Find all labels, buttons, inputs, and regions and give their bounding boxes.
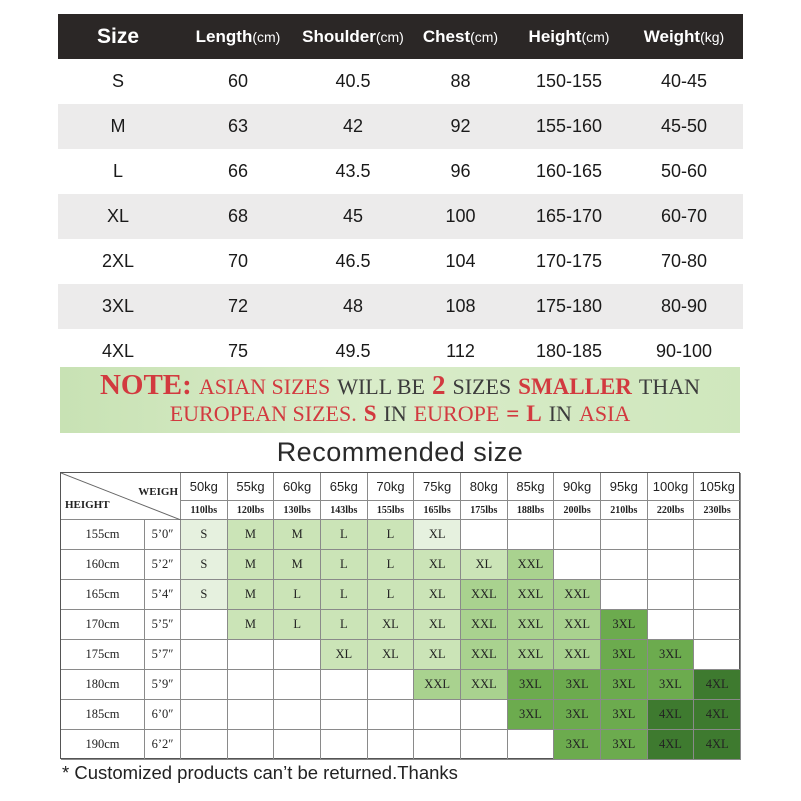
recommend-cell: XL — [461, 550, 508, 580]
recommend-cell: XL — [414, 550, 461, 580]
recommend-cell: S — [181, 580, 228, 610]
recommend-cell: 3XL — [601, 610, 648, 640]
weight-kg-header: 50kg — [181, 473, 228, 501]
recommend-cell: M — [274, 550, 321, 580]
size-value: 175-180 — [535, 296, 603, 316]
recommend-cell: XXL — [508, 640, 555, 670]
recommend-cell: 3XL — [601, 640, 648, 670]
height-cm-cell: 160cm — [61, 550, 145, 580]
size-label: 2XL — [101, 251, 135, 271]
size-value: 43.5 — [335, 161, 371, 181]
recommend-cell: 3XL — [508, 670, 555, 700]
height-cm-cell: 185cm — [61, 700, 145, 730]
recommend-cell — [414, 730, 461, 760]
recommend-cell: XXL — [461, 580, 508, 610]
recommend-cell — [228, 730, 275, 760]
recommend-cell: 4XL — [694, 670, 741, 700]
weight-lbs-header: 200lbs — [554, 501, 601, 520]
size-value: 70 — [227, 251, 249, 271]
weight-kg-header: 70kg — [368, 473, 415, 501]
size-chart-header — [58, 14, 743, 59]
recommend-cell: XL — [321, 640, 368, 670]
size-label: XL — [106, 206, 130, 226]
height-cm-cell: 175cm — [61, 640, 145, 670]
recommend-cell: XXL — [508, 580, 555, 610]
recommend-cell: XXL — [461, 670, 508, 700]
height-cm-cell: 155cm — [61, 520, 145, 550]
recommend-cell: 3XL — [601, 670, 648, 700]
recommend-cell: XXL — [554, 580, 601, 610]
recommend-cell: L — [368, 520, 415, 550]
recommend-cell: 3XL — [554, 700, 601, 730]
recommend-cell: 3XL — [554, 670, 601, 700]
height-ft-cell: 5’9″ — [145, 670, 181, 700]
size-label: 4XL — [101, 341, 135, 361]
weight-lbs-header: 220lbs — [648, 501, 695, 520]
recommend-cell: XXL — [461, 610, 508, 640]
height-ft-cell: 5’2″ — [145, 550, 181, 580]
header-length: Length (cm) — [195, 26, 281, 46]
note-line-2 — [60, 401, 740, 429]
weight-kg-header: 85kg — [508, 473, 555, 501]
size-value: 68 — [227, 206, 249, 226]
size-chart-table — [58, 14, 743, 374]
weight-lbs-header: 165lbs — [414, 501, 461, 520]
size-label: M — [110, 116, 126, 136]
size-value: 88 — [450, 71, 471, 91]
weight-kg-header: 65kg — [321, 473, 368, 501]
recommend-cell: S — [181, 520, 228, 550]
recommend-cell — [181, 700, 228, 730]
size-value: 170-175 — [535, 251, 603, 271]
recommended-size-grid — [60, 472, 740, 759]
recommend-cell — [601, 580, 648, 610]
recommended-size-title: Recommended size — [276, 437, 524, 467]
recommend-cell — [368, 670, 415, 700]
size-value: 40.5 — [335, 71, 371, 91]
note-label: NOTE — [99, 369, 183, 401]
recommend-cell: XL — [414, 580, 461, 610]
weight-kg-header: 80kg — [461, 473, 508, 501]
recommend-cell: L — [321, 580, 368, 610]
recommend-cell: M — [228, 520, 275, 550]
recommend-cell — [694, 580, 741, 610]
size-value: 46.5 — [335, 251, 371, 271]
note-in-1: IN — [383, 401, 407, 426]
size-value: 112 — [446, 341, 475, 361]
recommend-cell — [554, 520, 601, 550]
recommend-cell — [648, 580, 695, 610]
size-value: 150-155 — [535, 71, 603, 91]
recommend-cell — [414, 700, 461, 730]
size-label: L — [112, 161, 123, 181]
size-value: 100 — [445, 206, 476, 226]
recommend-cell — [274, 700, 321, 730]
recommend-cell: 4XL — [694, 730, 741, 760]
size-label: 3XL — [101, 296, 135, 316]
note-line-1 — [60, 369, 740, 403]
weight-kg-header: 90kg — [554, 473, 601, 501]
recommend-cell: L — [368, 580, 415, 610]
size-value: 165-170 — [535, 206, 603, 226]
recommend-cell: L — [368, 550, 415, 580]
size-value: 160-165 — [535, 161, 603, 181]
recommend-cell: 4XL — [648, 700, 695, 730]
recommend-cell — [461, 520, 508, 550]
recommend-cell: XL — [368, 640, 415, 670]
size-label: S — [111, 71, 124, 91]
size-row — [58, 104, 743, 149]
recommend-cell — [228, 700, 275, 730]
header-weight: Weight (kg) — [643, 26, 725, 46]
recommend-cell: XL — [414, 610, 461, 640]
recommend-cell — [321, 730, 368, 760]
recommend-cell — [694, 610, 741, 640]
size-value: 45 — [342, 206, 364, 226]
recommend-cell — [601, 550, 648, 580]
recommend-cell: XXL — [461, 640, 508, 670]
note-will-be: WILL BE — [337, 374, 425, 399]
size-value: 80-90 — [660, 296, 708, 316]
corner-height-label: HEIGHT — [65, 499, 110, 511]
note-smaller: SMALLER — [518, 374, 632, 399]
size-value: 40-45 — [660, 71, 708, 91]
size-value: 49.5 — [335, 341, 371, 361]
weight-lbs-header: 210lbs — [601, 501, 648, 520]
recommend-cell — [461, 700, 508, 730]
note-asian-sizes: ASIAN SIZES — [198, 374, 331, 399]
size-value: 42 — [342, 116, 364, 136]
recommend-cell: 3XL — [648, 670, 695, 700]
size-value: 60-70 — [660, 206, 708, 226]
height-ft-cell: 5’5″ — [145, 610, 181, 640]
recommend-cell: XXL — [414, 670, 461, 700]
recommend-cell — [508, 730, 555, 760]
size-value: 180-185 — [535, 341, 603, 361]
recommend-cell: XL — [414, 640, 461, 670]
height-ft-cell: 6’2″ — [145, 730, 181, 760]
recommend-cell: XL — [414, 520, 461, 550]
recommend-cell: M — [228, 610, 275, 640]
recommend-cell — [648, 550, 695, 580]
weight-lbs-header: 110lbs — [181, 501, 228, 520]
recommend-cell — [321, 670, 368, 700]
recommend-cell — [181, 670, 228, 700]
recommend-cell — [274, 670, 321, 700]
size-value: 45-50 — [660, 116, 708, 136]
note-banner — [60, 367, 740, 433]
weight-lbs-header: 143lbs — [321, 501, 368, 520]
note-in-2: IN — [548, 401, 572, 426]
size-value: 96 — [450, 161, 471, 181]
header-chest: Chest (cm) — [422, 26, 499, 46]
recommend-cell: M — [274, 520, 321, 550]
weight-lbs-header: 120lbs — [228, 501, 275, 520]
corner-cell — [61, 473, 181, 520]
recommend-cell: L — [321, 520, 368, 550]
recommend-cell: L — [274, 610, 321, 640]
note-colon: : — [182, 369, 192, 401]
size-value: 66 — [227, 161, 249, 181]
size-value: 104 — [445, 251, 476, 271]
recommend-cell — [554, 550, 601, 580]
size-value: 60 — [227, 71, 249, 91]
size-value: 72 — [227, 296, 249, 316]
recommend-cell — [274, 640, 321, 670]
recommend-cell — [181, 730, 228, 760]
recommend-cell — [648, 610, 695, 640]
note-equals: = — [506, 401, 520, 426]
recommend-cell — [694, 550, 741, 580]
recommend-cell: XL — [368, 610, 415, 640]
size-chart-body — [58, 59, 743, 374]
weight-kg-header: 105kg — [694, 473, 741, 501]
size-row — [58, 149, 743, 194]
recommend-cell — [274, 730, 321, 760]
height-ft-cell: 5’7″ — [145, 640, 181, 670]
size-value: 75 — [227, 341, 249, 361]
recommend-cell: M — [228, 550, 275, 580]
height-ft-cell: 5’0″ — [145, 520, 181, 550]
height-cm-cell: 180cm — [61, 670, 145, 700]
recommend-cell: M — [228, 580, 275, 610]
recommend-cell: 3XL — [508, 700, 555, 730]
header-shoulder: Shoulder (cm) — [302, 26, 404, 46]
recommend-cell: 4XL — [694, 700, 741, 730]
size-value: 48 — [342, 296, 364, 316]
recommend-cell — [508, 520, 555, 550]
recommend-cell — [228, 640, 275, 670]
recommend-cell: XXL — [554, 610, 601, 640]
height-cm-cell: 170cm — [61, 610, 145, 640]
weight-kg-header: 100kg — [648, 473, 695, 501]
recommend-cell — [694, 520, 741, 550]
recommend-cell: XXL — [554, 640, 601, 670]
corner-weight-label: WEIGH — [138, 486, 178, 498]
recommend-cell — [648, 520, 695, 550]
weight-lbs-header: 188lbs — [508, 501, 555, 520]
weight-kg-header: 95kg — [601, 473, 648, 501]
size-value: 50-60 — [660, 161, 708, 181]
weight-lbs-header: 155lbs — [368, 501, 415, 520]
recommend-cell: 4XL — [648, 730, 695, 760]
size-value: 70-80 — [660, 251, 708, 271]
recommend-cell — [694, 640, 741, 670]
weight-kg-header: 75kg — [414, 473, 461, 501]
note-europe: EUROPE — [413, 401, 500, 426]
note-s: S — [363, 401, 377, 426]
recommend-cell — [228, 670, 275, 700]
weight-kg-header: 60kg — [274, 473, 321, 501]
weight-kg-header: 55kg — [228, 473, 275, 501]
recommend-cell: 3XL — [601, 700, 648, 730]
height-ft-cell: 5’4″ — [145, 580, 181, 610]
recommend-cell: L — [321, 550, 368, 580]
size-value: 108 — [445, 296, 476, 316]
size-value: 90-100 — [655, 341, 713, 361]
recommend-cell — [368, 700, 415, 730]
recommend-cell: 3XL — [601, 730, 648, 760]
note-sizes: SIZES — [452, 374, 512, 399]
note-l: L — [526, 401, 542, 426]
note-number: 2 — [431, 370, 446, 400]
header-height: Height (cm) — [528, 26, 610, 46]
height-cm-cell: 190cm — [61, 730, 145, 760]
recommend-cell: L — [321, 610, 368, 640]
weight-lbs-header: 130lbs — [274, 501, 321, 520]
recommend-cell: S — [181, 550, 228, 580]
note-european-sizes: EUROPEAN SIZES. — [169, 401, 357, 426]
header-size: Size — [96, 24, 140, 48]
recommend-cell: XXL — [508, 550, 555, 580]
size-value: 63 — [227, 116, 249, 136]
size-row — [58, 59, 743, 104]
height-cm-cell: 165cm — [61, 580, 145, 610]
size-value: 92 — [450, 116, 471, 136]
recommend-cell: 3XL — [554, 730, 601, 760]
weight-lbs-header: 230lbs — [694, 501, 741, 520]
recommend-cell: XXL — [508, 610, 555, 640]
note-asia: ASIA — [578, 401, 631, 426]
recommend-cell: 3XL — [648, 640, 695, 670]
size-value: 155-160 — [535, 116, 603, 136]
recommend-cell — [461, 730, 508, 760]
footer-note: * Customized products can’t be returned.Thanks — [62, 762, 458, 783]
weight-lbs-header: 175lbs — [461, 501, 508, 520]
recommend-cell — [601, 520, 648, 550]
size-row — [58, 194, 743, 239]
height-ft-cell: 6’0″ — [145, 700, 181, 730]
recommend-cell — [368, 730, 415, 760]
recommend-cell: L — [274, 580, 321, 610]
note-than: THAN — [638, 374, 701, 399]
recommend-cell — [321, 700, 368, 730]
recommend-cell — [181, 640, 228, 670]
recommend-cell — [181, 610, 228, 640]
size-row — [58, 284, 743, 329]
size-row — [58, 239, 743, 284]
